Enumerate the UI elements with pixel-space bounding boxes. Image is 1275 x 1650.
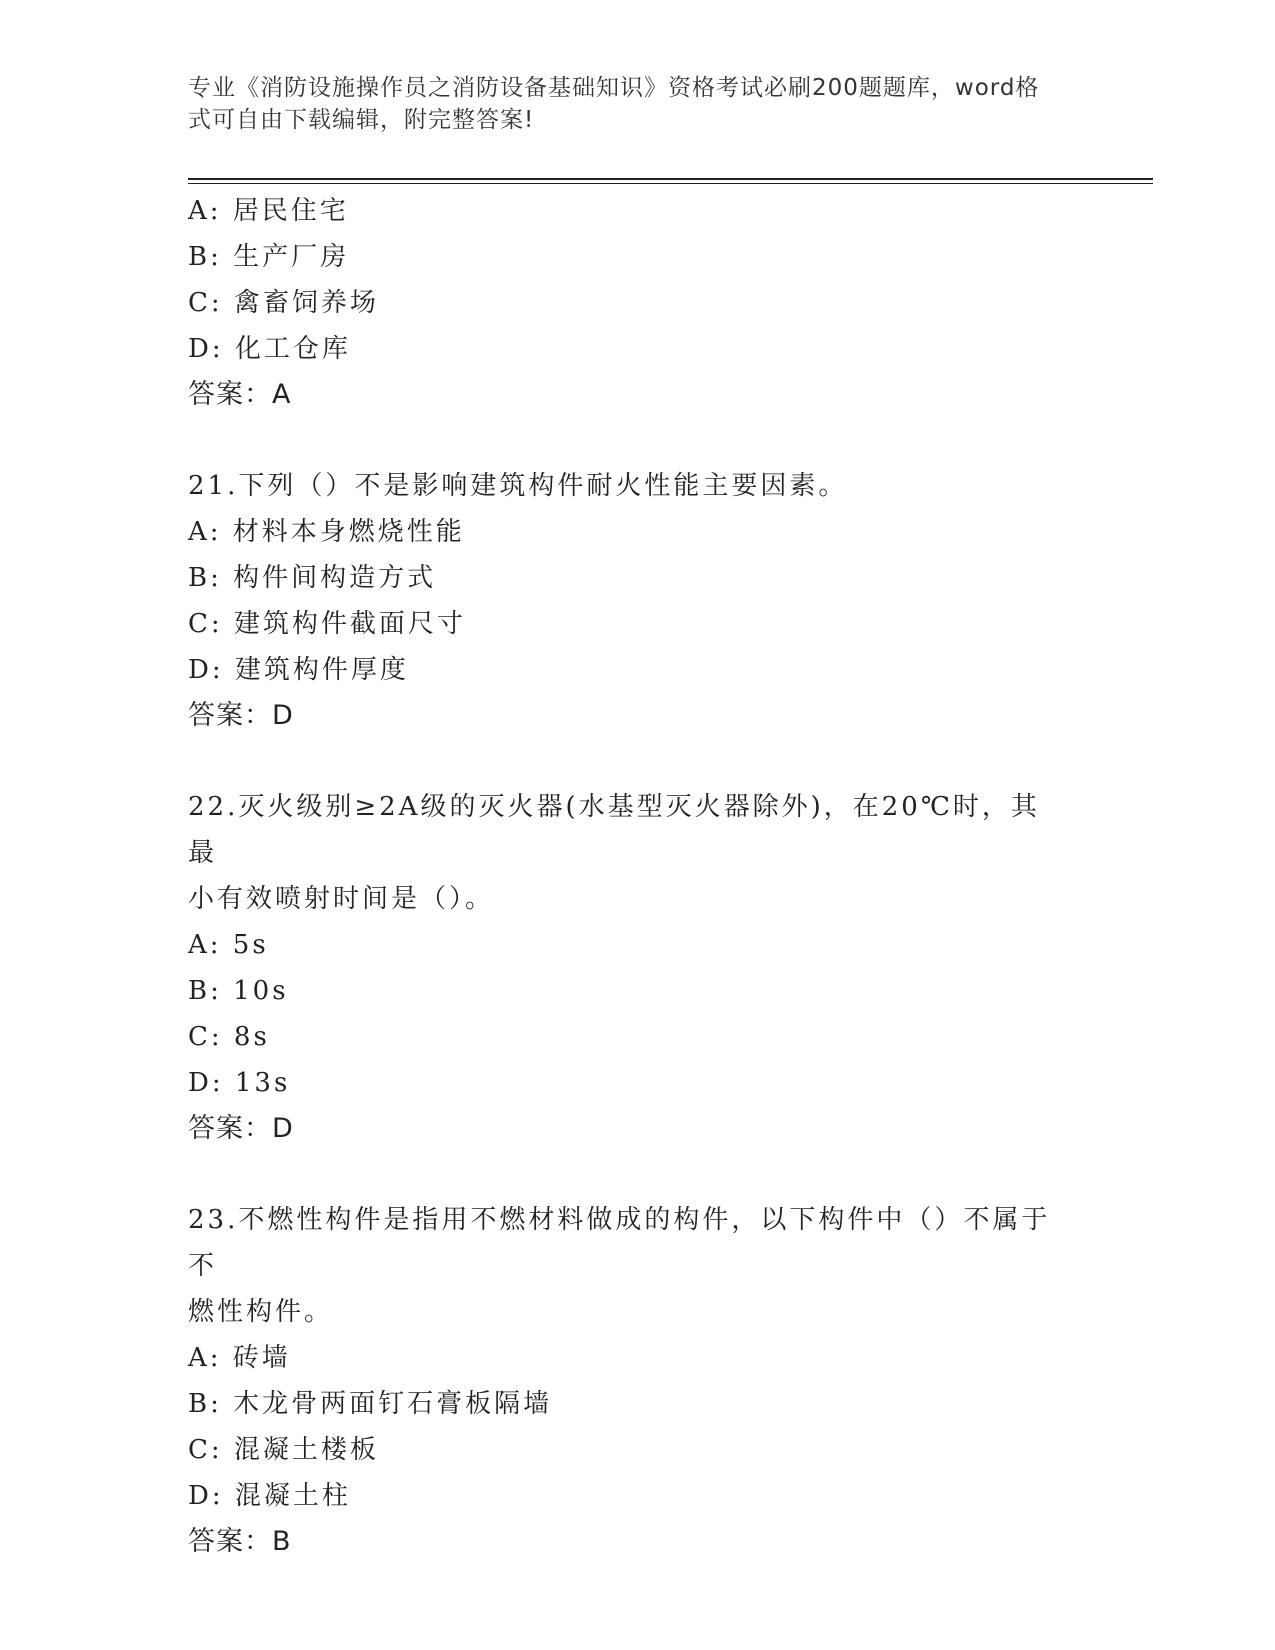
- option-d: D: 13s: [188, 1068, 291, 1098]
- answer-line: 答案：A: [188, 379, 292, 410]
- answer-line: 答案：B: [188, 1526, 292, 1557]
- option-b: B: 10s: [188, 976, 289, 1006]
- question-text-line-2: 小有效喷射时间是（）。: [188, 884, 495, 914]
- option-d: D: 化工仓库: [188, 334, 351, 364]
- header-divider-thin: [188, 183, 1153, 184]
- option-a: A: 砖墙: [188, 1343, 291, 1373]
- question-block-21: [188, 463, 1088, 739]
- option-d: D: 建筑构件厚度: [188, 655, 409, 685]
- header-title-line-2: 式可自由下载编辑，附完整答案!: [188, 107, 535, 133]
- question-text-line-2: 燃性构件。: [188, 1297, 334, 1327]
- document-body: [188, 188, 1088, 1565]
- option-b: B: 生产厂房: [188, 242, 350, 272]
- document-header: [188, 72, 1068, 136]
- question-block-23: [188, 1197, 1088, 1565]
- question-text-line-1: 22.灭火级别≥2A级的灭火器(水基型灭火器除外)，在20℃时，其最: [188, 792, 1040, 868]
- option-b: B: 构件间构造方式: [188, 563, 437, 593]
- header-divider-thick: [188, 178, 1153, 180]
- option-a: A: 居民住宅: [188, 196, 349, 226]
- answer-line: 答案：D: [188, 700, 294, 731]
- question-block-20: [188, 188, 1088, 418]
- question-text: 21.下列（）不是影响建筑构件耐火性能主要因素。: [188, 471, 848, 501]
- option-a: A: 5s: [188, 930, 269, 960]
- header-title-line-1: 专业《消防设施操作员之消防设备基础知识》资格考试必刷200题题库，word格: [188, 75, 1040, 101]
- option-c: C: 8s: [188, 1022, 270, 1052]
- option-c: C: 建筑构件截面尺寸: [188, 609, 466, 639]
- option-c: C: 禽畜饲养场: [188, 288, 379, 318]
- option-d: D: 混凝土柱: [188, 1481, 351, 1511]
- answer-line: 答案：D: [188, 1113, 294, 1144]
- question-block-22: [188, 784, 1088, 1152]
- question-text-line-1: 23.不燃性构件是指用不燃材料做成的构件，以下构件中（）不属于不: [188, 1205, 1051, 1281]
- option-b: B: 木龙骨两面钉石膏板隔墙: [188, 1389, 553, 1419]
- option-c: C: 混凝土楼板: [188, 1435, 379, 1465]
- option-a: A: 材料本身燃烧性能: [188, 517, 465, 547]
